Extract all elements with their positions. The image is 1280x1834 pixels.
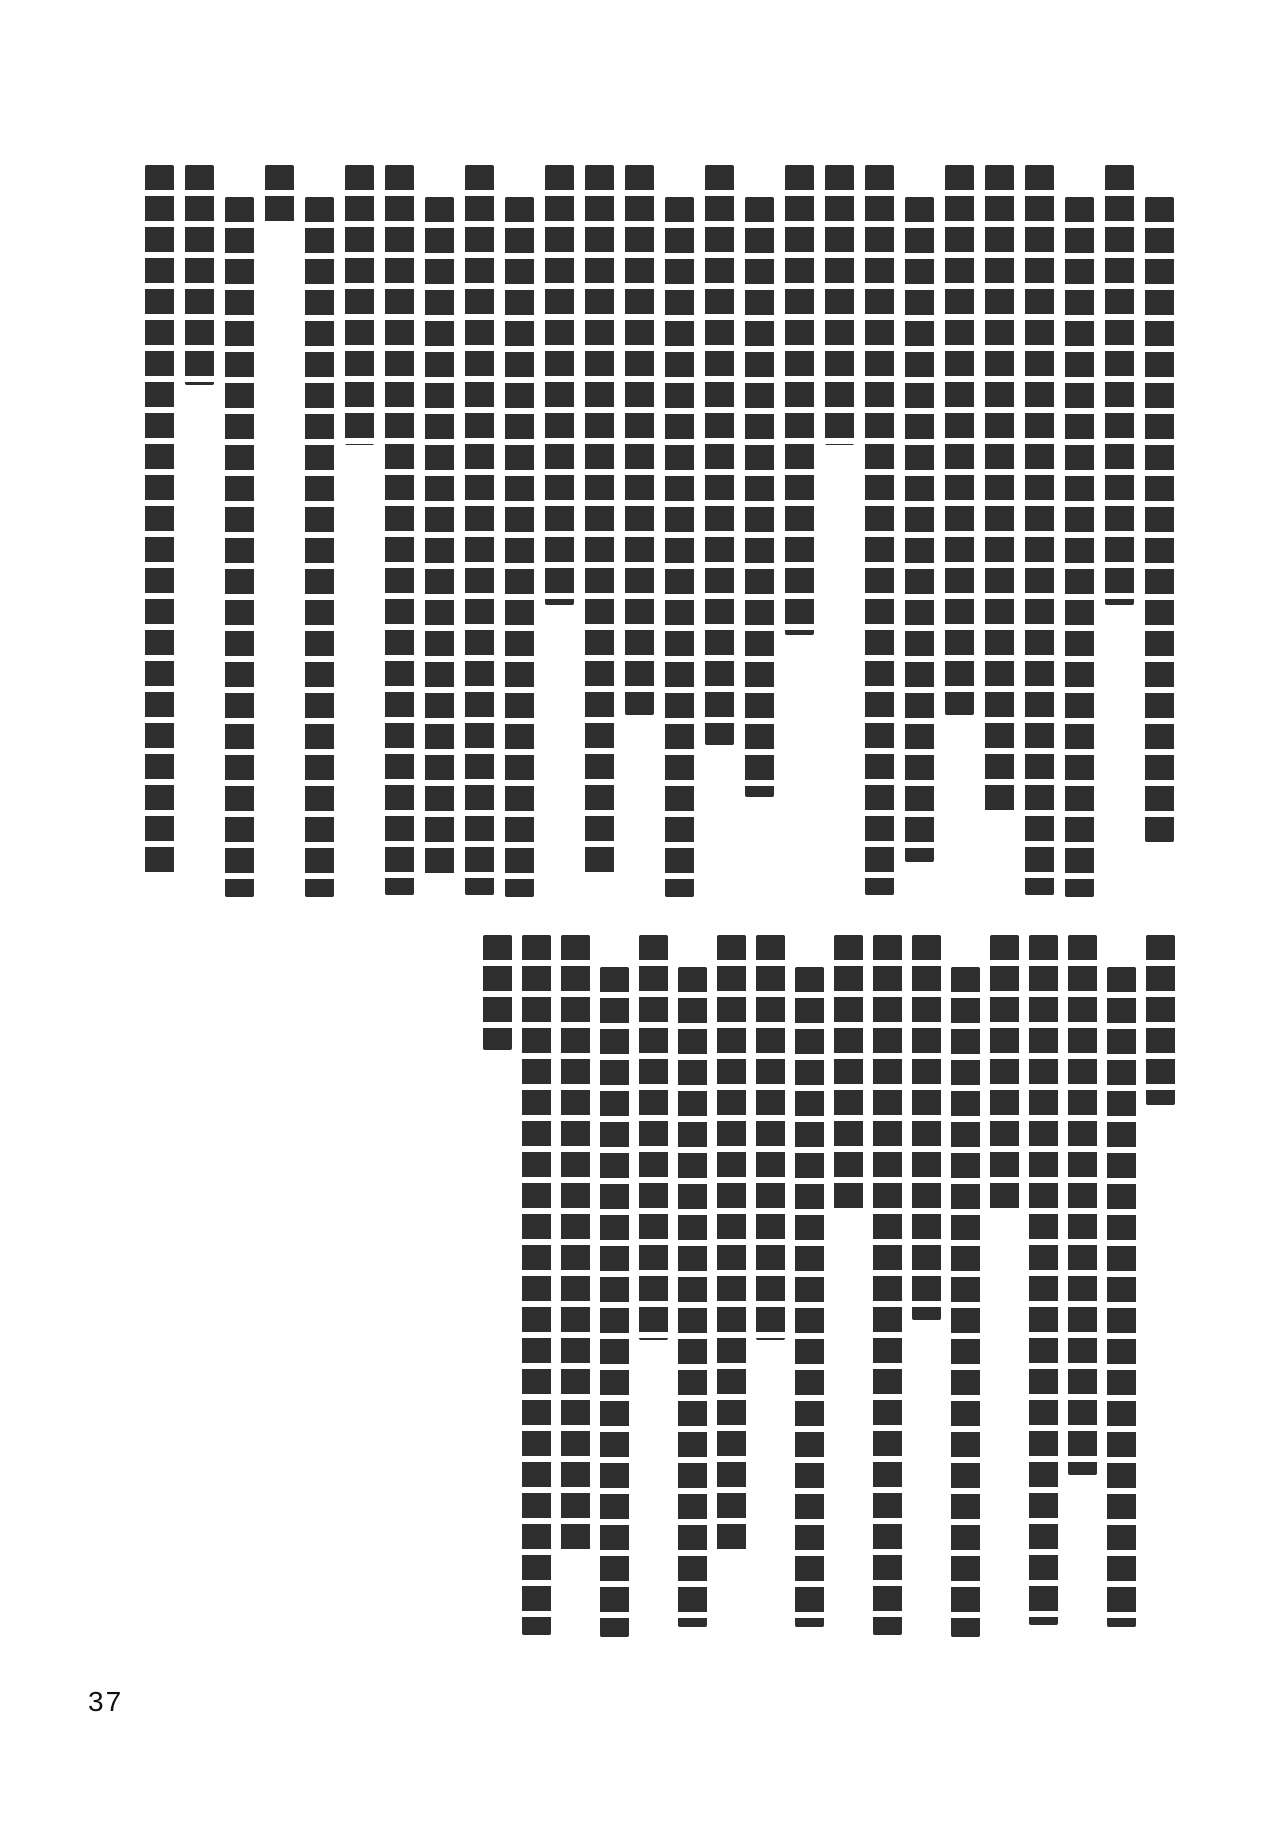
redacted-text-column — [625, 165, 654, 715]
redacted-text-column — [705, 165, 734, 745]
redacted-text-column — [465, 165, 494, 895]
redacted-text-column — [873, 935, 902, 1635]
redacted-text-column — [985, 165, 1014, 815]
redacted-text-column — [756, 935, 785, 1340]
redacted-text-column — [717, 935, 746, 1555]
redacted-text-column — [795, 967, 824, 1627]
redacted-text-column — [425, 197, 454, 877]
redacted-text-column — [265, 165, 294, 225]
redacted-text-column — [745, 197, 774, 797]
redacted-text-column — [1068, 935, 1097, 1475]
redacted-text-column — [1025, 165, 1054, 895]
redacted-text-column — [345, 165, 374, 445]
redacted-text-column — [185, 165, 214, 385]
redacted-text-column — [385, 165, 414, 895]
redacted-text-column — [561, 935, 590, 1555]
redacted-text-column — [305, 197, 334, 897]
redacted-text-column — [905, 197, 934, 862]
redacted-text-column — [483, 935, 512, 1050]
page-number: 37 — [88, 1686, 124, 1717]
redacted-text-column — [834, 935, 863, 1210]
redacted-text-column — [1029, 935, 1058, 1625]
redacted-text-column — [545, 165, 574, 605]
redacted-text-column — [785, 165, 814, 635]
redacted-text-column — [225, 197, 254, 897]
redacted-text-column — [678, 967, 707, 1627]
redacted-text-column — [665, 197, 694, 897]
redacted-text-column — [1107, 967, 1136, 1627]
redacted-text-column — [639, 935, 668, 1340]
redacted-text-column — [1105, 165, 1134, 605]
redacted-text-column — [145, 165, 174, 875]
redacted-text-column — [945, 165, 974, 715]
redacted-text-column — [585, 165, 614, 875]
redacted-text-column — [522, 935, 551, 1635]
redacted-text-column — [600, 967, 629, 1637]
redacted-text-column — [865, 165, 894, 895]
redacted-text-column — [825, 165, 854, 445]
redacted-text-column — [1065, 197, 1094, 897]
redacted-text-column — [1146, 935, 1175, 1105]
redacted-text-column — [951, 967, 980, 1637]
redacted-text-column — [990, 935, 1019, 1210]
redacted-text-column — [505, 197, 534, 897]
redacted-text-column — [1145, 197, 1174, 842]
redacted-text-column — [912, 935, 941, 1320]
